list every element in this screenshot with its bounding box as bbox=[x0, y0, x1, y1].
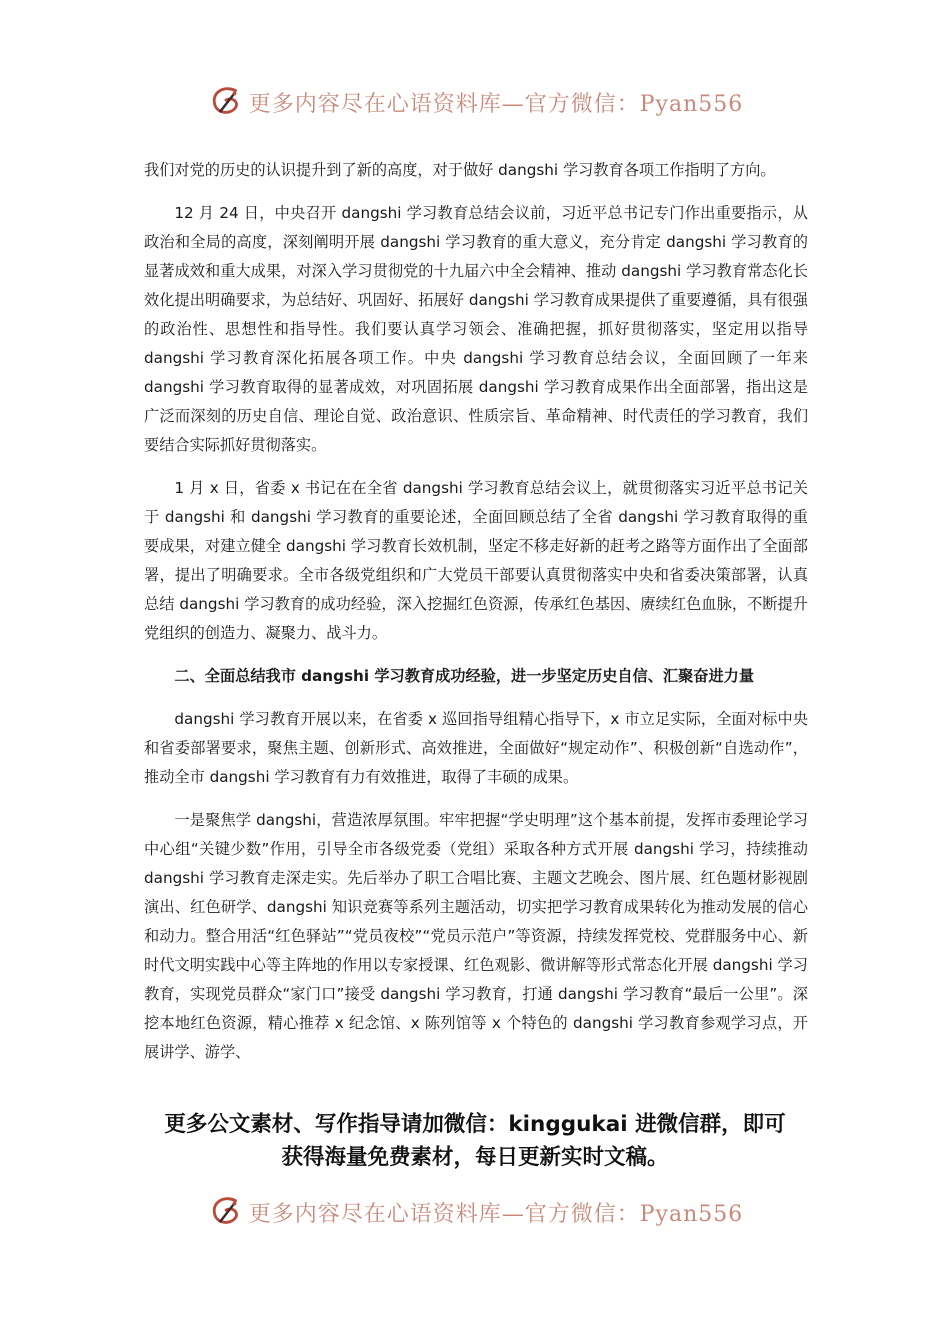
footer-banner bbox=[0, 1190, 950, 1234]
paragraph-3: 1 月 x 日，省委 x 书记在在全省 dangshi 学习教育总结会议上，就贯彻落实习近平总书记关于 dangshi 和 dangshi 学习教育的重要论述，全面回顾总结了全省 dangshi 学习教育取得的重要成果，对建立健全 dangshi 学习教育长效机制，坚定不移走好新的赶考之路等方面作出了全面部署，提出了明确要求。全市各级党组织和广大党员干部要认真贯彻落实中央和省委决策部署，认真总结 dangshi 学习教育的成功经验，深入挖掘红色资源，传承红色基因、赓续红色血脉，不断提升党组织的创造力、凝聚力、战斗力。 bbox=[144, 479, 808, 642]
paragraph-5: 一是聚焦学 dangshi，营造浓厚氛围。牢牢把握“学史明理”这个基本前提，发挥市委理论学习中心组“关键少数”作用，引导全市各级党委（党组）采取各种方式开展 dangshi 学习，持续推动 dangshi 学习教育走深走实。先后举办了职工合唱比赛、主题文艺晚会、图片展、红色题材影视剧演出、红色研学、dangshi 知识竞赛等系列主题活动，切实把学习教育成果转化为推动发展的信心和动力。整合用活“红色驿站”“党员夜校”“党员示范户”等资源，持续发挥党校、党群服务中心、新时代文明实践中心等主阵地的作用以专家授课、红色观影、微讲解等形式常态化开展 dangshi 学习教育，实现党员群众“家门口”接受 dangshi 学习教育，打通 dangshi 学习教育“最后一公里”。深挖本地红色资源，精心推荐 x 纪念馆、x 陈列馆等 x 个特色的 dangshi 学习教育参观学习点，开展讲学、游学、 bbox=[144, 811, 808, 1061]
paragraph-4: dangshi 学习教育开展以来，在省委 x 巡回指导组精心指导下，x 市立足实际，全面对标中央和省委部署要求，聚焦主题、创新形式、高效推进，全面做好“规定动作”、积极创新“自选动作”，推动全市 dangshi 学习教育有力有效推进，取得了丰硕的成果。 bbox=[144, 710, 808, 786]
document-body bbox=[144, 156, 808, 1081]
paragraph-1: 我们对党的历史的认识提升到了新的高度，对于做好 dangshi 学习教育各项工作指明了方向。 bbox=[144, 161, 776, 179]
section-heading: 二、全面总结我市 dangshi 学习教育成功经验，进一步坚定历史自信、汇聚奋进力量 bbox=[174, 667, 755, 685]
promo-line-1: 更多公文素材、写作指导请加微信：kinggukai 进微信群，即可 bbox=[164, 1112, 786, 1137]
brush-swirl-logo-icon bbox=[207, 1193, 245, 1231]
promo-line-2: 获得海量免费素材，每日更新实时文稿。 bbox=[281, 1145, 669, 1170]
paragraph-2: 12 月 24 日，中央召开 dangshi 学习教育总结会议前，习近平总书记专门作出重要指示，从政治和全局的高度，深刻阐明开展 dangshi 学习教育的重大意义，充分肯定 dangshi 学习教育的显著成效和重大成果，对深入学习贯彻党的十九届六中全会精神、推动 dangshi 学习教育常态化长效化提出明确要求，为总结好、巩固好、拓展好 dangshi 学习教育成果提供了重要遵循，具有很强的政治性、思想性和指导性。我们要认真学习领会、准确把握，抓好贯彻落实，坚定用以指导 dangshi 学习教育深化拓展各项工作。中央 dangshi 学习教育总结会议，全面回顾了一年来 dangshi 学习教育取得的显著成效，对巩固拓展 dangshi 学习教育成果作出全面部署，指出这是广泛而深刻的历史自信、理论自觉、政治意识、性质宗旨、革命精神、时代责任的学习教育，我们要结合实际抓好贯彻落实。 bbox=[144, 204, 808, 454]
header-banner-text: 更多内容尽在心语资料库—官方微信：Pyan556 bbox=[248, 91, 744, 117]
brush-swirl-logo-icon bbox=[207, 83, 245, 121]
footer-banner-text: 更多内容尽在心语资料库—官方微信：Pyan556 bbox=[248, 1201, 744, 1227]
promo-notice bbox=[100, 1108, 850, 1174]
header-banner bbox=[0, 80, 950, 124]
